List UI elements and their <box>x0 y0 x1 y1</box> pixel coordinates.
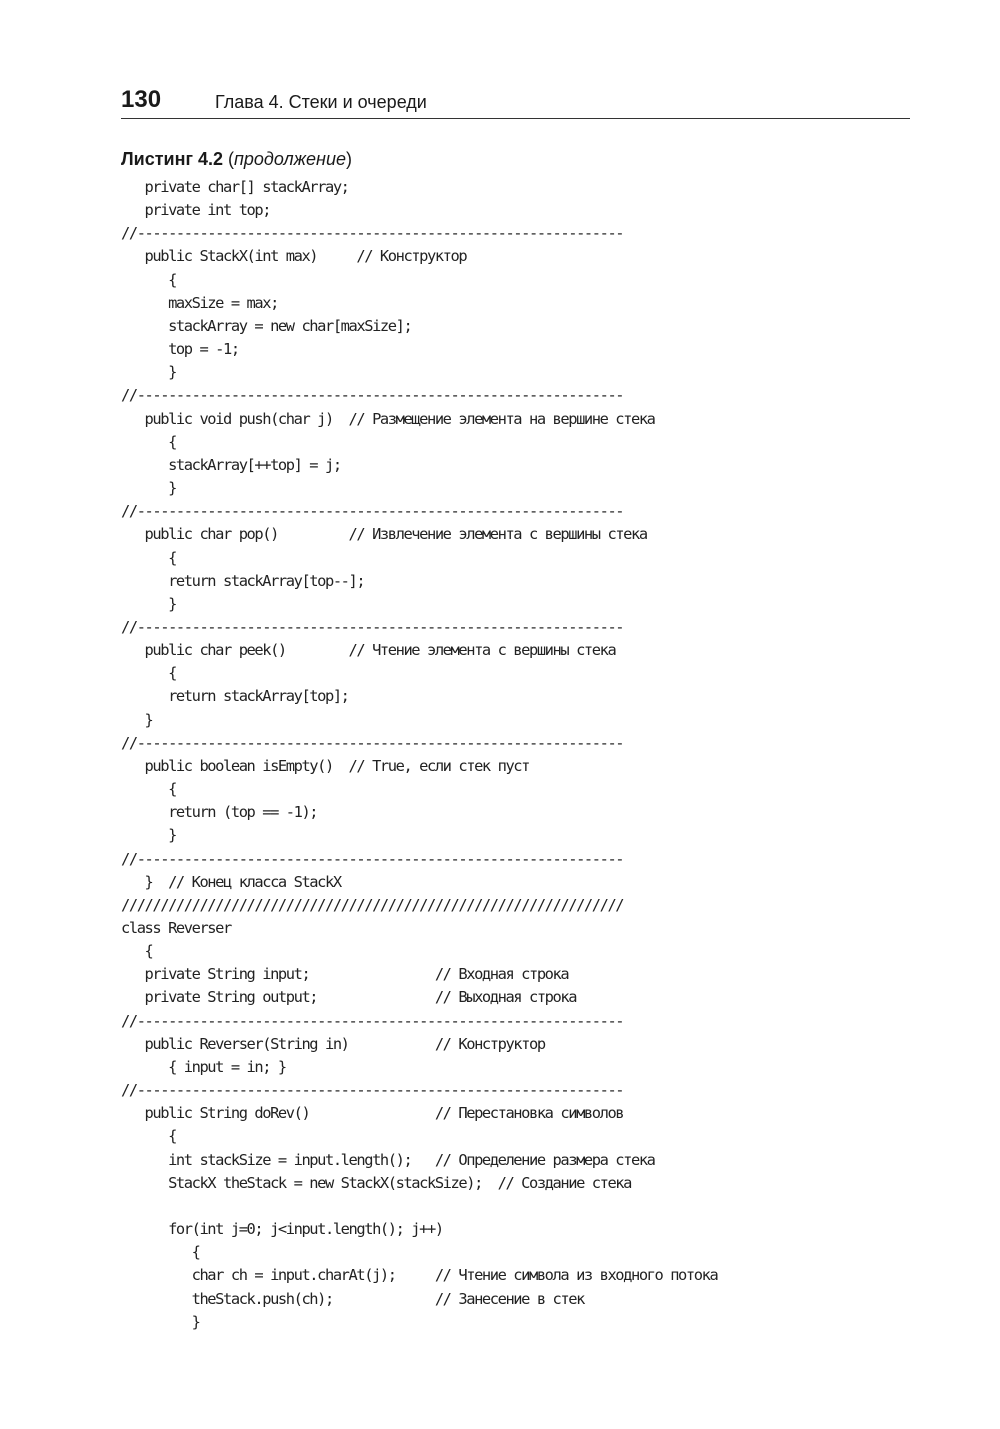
code-line: //-------------------------------------------------------------- <box>121 502 624 521</box>
code-line: { <box>121 664 176 683</box>
code-line: { <box>121 270 176 289</box>
code-line: { <box>121 780 176 799</box>
code-line: private String output; // Выходная строка <box>121 988 577 1007</box>
code-line: } <box>121 594 176 613</box>
code-line: private char[] stackArray; <box>121 178 349 196</box>
code-line: public Reverser(String in) // Конструктор <box>121 1034 545 1053</box>
code-line: { <box>121 548 176 567</box>
code-line: StackX theStack = new StackX(stackSize); // Создание стека <box>121 1173 631 1192</box>
listing-label: Листинг 4.2 <box>121 149 223 169</box>
code-line: public boolean isEmpty() // True, если стек пуст <box>121 756 529 775</box>
code-line: theStack.push(ch); // Занесение в стек <box>121 1289 584 1308</box>
code-line: } <box>121 363 176 382</box>
listing-note-open-paren: ( <box>228 149 234 169</box>
code-line: return stackArray[top--]; <box>121 571 365 590</box>
code-line: int stackSize = input.length(); // Определение размера стека <box>121 1150 655 1169</box>
code-line: public void push(char j) // Размещение элемента на вершине стека <box>121 409 655 428</box>
code-line: { input = in; } <box>121 1057 286 1076</box>
code-line: public char peek() // Чтение элемента с вершины стека <box>121 641 616 660</box>
code-line: //-------------------------------------------------------------- <box>121 849 624 868</box>
code-line: //-------------------------------------------------------------- <box>121 617 624 636</box>
code-line: class Reverser <box>121 919 231 937</box>
code-line: public StackX(int max) // Конструктор <box>121 247 467 266</box>
code-line: } <box>121 479 176 498</box>
code-line: //////////////////////////////////////////////////////////////// <box>121 895 624 914</box>
code-line: } <box>121 1312 200 1331</box>
listing-note-close-paren: ) <box>345 149 352 169</box>
code-line <box>121 1195 717 1218</box>
code-line: return stackArray[top]; <box>121 687 349 706</box>
listing-heading <box>121 148 352 170</box>
chapter-title: Глава 4. Стеки и очереди <box>215 92 427 112</box>
code-line: //-------------------------------------------------------------- <box>121 386 624 405</box>
code-line: for(int j=0; j<input.length(); j++) <box>121 1220 443 1239</box>
code-line: { <box>121 1243 200 1262</box>
code-line: //-------------------------------------------------------------- <box>121 733 624 752</box>
code-line: //-------------------------------------------------------------- <box>121 1011 624 1030</box>
code-line: stackArray[++top] = j; <box>121 455 341 474</box>
code-line: { <box>121 432 176 451</box>
code-line: //-------------------------------------------------------------- <box>121 224 624 243</box>
code-line: } <box>121 710 153 729</box>
code-line: private String input; // Входная строка <box>121 965 569 984</box>
code-line: char ch = input.charAt(j); // Чтение символа из входного потока <box>121 1266 718 1285</box>
code-listing <box>121 176 717 1334</box>
code-line: return (top == -1); <box>121 803 318 822</box>
page-number: 130 <box>121 86 162 113</box>
code-line: { <box>121 942 153 961</box>
code-line: stackArray = new char[maxSize]; <box>121 316 412 335</box>
code-line: public char pop() // Извлечение элемента с вершины стека <box>121 525 647 544</box>
code-line: } // Конец класса StackX <box>121 872 341 891</box>
code-line: //-------------------------------------------------------------- <box>121 1081 624 1100</box>
code-line: private int top; <box>121 201 271 220</box>
code-line: { <box>121 1127 176 1146</box>
code-line: top = -1; <box>121 340 239 359</box>
code-line: public String doRev() // Перестановка символов <box>121 1104 624 1123</box>
running-header <box>121 86 910 119</box>
code-line: maxSize = max; <box>121 293 278 312</box>
listing-note: продолжение <box>234 149 346 169</box>
code-line: } <box>121 826 176 845</box>
